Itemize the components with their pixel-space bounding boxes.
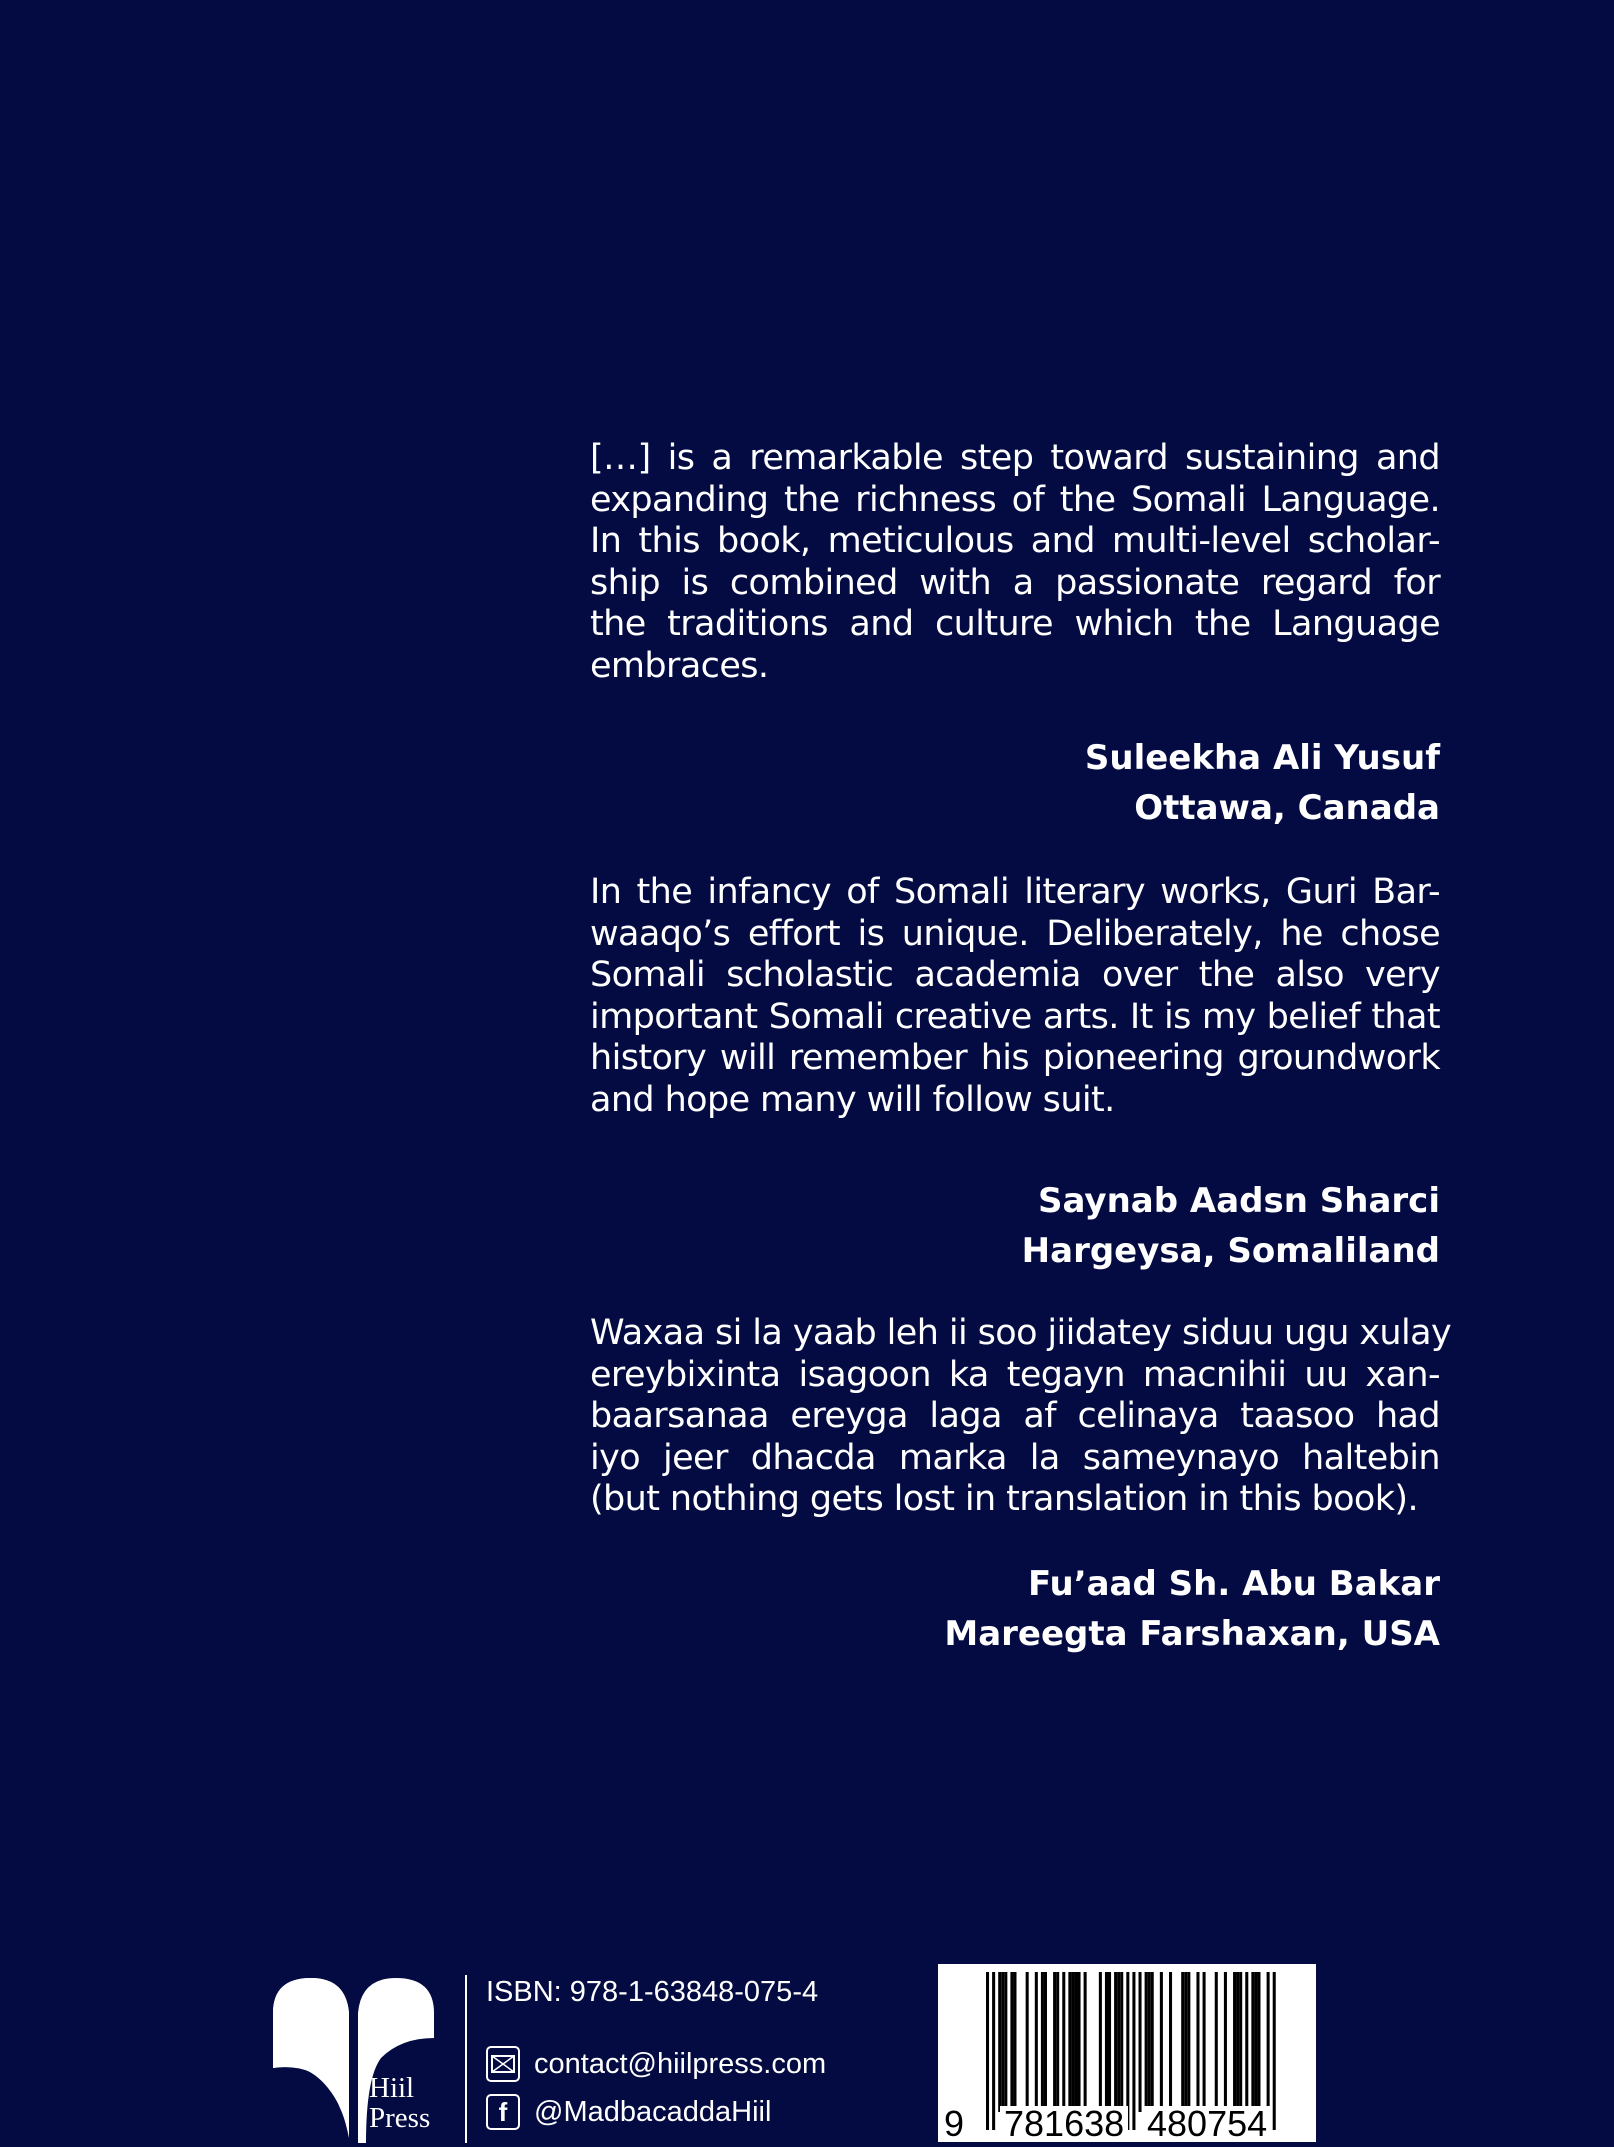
barcode-bar	[1105, 1972, 1108, 2112]
barcode-digits-left: 781638	[1000, 2106, 1128, 2142]
barcode-bar	[1187, 1972, 1190, 2112]
barcode-bar	[1068, 1972, 1071, 2112]
barcode-bar	[1010, 1972, 1013, 2112]
attribution-3	[944, 1559, 1440, 1659]
isbn: ISBN: 978-1-63848-075-4	[486, 1976, 819, 2008]
barcode-bar	[1099, 1972, 1102, 2112]
barcode-bar	[986, 1972, 989, 2130]
barcode-bar	[1004, 1972, 1007, 2112]
barcode-bar	[1251, 1972, 1254, 2112]
quote-line: Somali scholastic academia over the also very	[590, 955, 1440, 995]
barcode-bar	[1132, 1972, 1135, 2130]
barcode-bar	[1215, 1972, 1218, 2112]
facebook-icon: f	[486, 2094, 520, 2130]
facebook-contact[interactable]	[486, 2094, 771, 2130]
barcode-bar	[1053, 1972, 1056, 2112]
quote-line: In the infancy of Somali literary works, Guri Bar-	[590, 872, 1440, 912]
logo-text-press: Press	[369, 2102, 431, 2134]
quote-line: important Somali creative arts. It is my belief that	[590, 996, 1440, 1037]
author-name: Suleekha Ali Yusuf	[1084, 738, 1440, 778]
quote-line: iyo jeer dhacda marka la sameynayo haltebin	[590, 1437, 1440, 1478]
divider	[465, 1975, 467, 2143]
barcode-bar	[1239, 1972, 1242, 2112]
barcode-bar	[1273, 1972, 1276, 2130]
author-name: Fu’aad Sh. Abu Bakar	[1027, 1564, 1440, 1604]
author-place: Mareegta Farshaxan, USA	[944, 1614, 1440, 1654]
barcode-bar	[1001, 1972, 1004, 2112]
attribution-1	[1085, 733, 1440, 833]
quote-line: ereybixinta isagoon ka tegayn macnihii uu xan-	[590, 1354, 1440, 1395]
barcode-bar	[1236, 1972, 1239, 2112]
logo-text-hiil: Hiil	[369, 2072, 415, 2104]
quote-line: ship is combined with a passionate regard for	[590, 562, 1440, 603]
quote-line: Waxaa si la yaab leh ii soo jiidatey siduu ugu xulay	[590, 1313, 1452, 1353]
barcode-bar	[1145, 1972, 1148, 2112]
barcode-bar	[1203, 1972, 1206, 2112]
barcode-bar	[1120, 1972, 1123, 2112]
barcode-bar	[1041, 1972, 1044, 2112]
barcode-bar	[1184, 1972, 1187, 2112]
barcode-bar	[1084, 1972, 1087, 2112]
barcode-bar	[1224, 1972, 1227, 2112]
quote-line: history will remember his pioneering groundwork	[590, 1038, 1440, 1078]
barcode-bar	[1160, 1972, 1163, 2112]
email-contact[interactable]	[486, 2046, 826, 2082]
facebook-handle[interactable]: @MadbacaddaHiil	[534, 2095, 772, 2128]
quote-3	[590, 1313, 1452, 1521]
barcode-bar	[1196, 1972, 1199, 2112]
quote-line: waaqo’s effort is unique. Deliberately, he chose	[590, 913, 1440, 954]
quote-line: and hope many will follow suit.	[590, 1079, 1115, 1120]
barcode-bar	[1169, 1972, 1172, 2112]
barcode-bar	[1013, 1972, 1016, 2112]
quote-line: baarsanaa ereyga laga af celinaya taasoo had	[590, 1396, 1440, 1436]
barcode-bar	[1151, 1972, 1154, 2112]
barcode-bar	[1108, 1972, 1111, 2112]
barcode-bar	[1062, 1972, 1065, 2112]
barcode-bar	[1254, 1972, 1257, 2112]
barcode-bar	[1044, 1972, 1047, 2112]
barcode-bar	[1257, 1972, 1260, 2112]
barcode-bar	[1071, 1972, 1074, 2112]
quote-line: expanding the richness of the Somali Language.	[590, 479, 1440, 520]
isbn-barcode	[938, 1964, 1316, 2142]
author-place: Hargeysa, Somaliland	[1021, 1231, 1440, 1271]
barcode-bar	[998, 1972, 1001, 2112]
barcode-bar	[1074, 1972, 1077, 2112]
barcode-bar	[1026, 1972, 1029, 2112]
author-place: Ottawa, Canada	[1134, 788, 1440, 828]
barcode-bar	[1245, 1972, 1248, 2112]
quote-line: the traditions and culture which the Language	[590, 604, 1440, 644]
envelope-icon	[486, 2046, 520, 2082]
barcode-digits-right: 480754	[1143, 2106, 1271, 2142]
quote-line: embraces.	[590, 645, 769, 686]
quote-2	[590, 872, 1440, 1121]
barcode-bar	[992, 1972, 995, 2130]
barcode-bar	[1056, 1972, 1059, 2112]
quote-line: In this book, meticulous and multi-level scholar-	[590, 521, 1440, 561]
barcode-digit-first: 9	[944, 2103, 965, 2144]
quote-line: […] is a remarkable step toward sustaining and	[590, 438, 1440, 478]
barcode-bar	[1078, 1972, 1081, 2112]
hiil-press-logo	[271, 1978, 441, 2143]
barcode-bar	[1181, 1972, 1184, 2112]
barcode-bar	[1139, 1972, 1142, 2112]
attribution-2	[1022, 1176, 1440, 1276]
author-name: Saynab Aadsn Sharci	[1038, 1181, 1440, 1221]
barcode-bar	[1114, 1972, 1117, 2112]
email-text[interactable]: contact@hiilpress.com	[534, 2047, 827, 2080]
quote-line: (but nothing gets lost in translation in this book).	[590, 1479, 1418, 1519]
barcode-bar	[1233, 1972, 1236, 2112]
quote-1	[590, 438, 1440, 687]
barcode-bar	[1148, 1972, 1151, 2112]
barcode-bar	[1035, 1972, 1038, 2112]
barcode-bar	[1117, 1972, 1120, 2112]
